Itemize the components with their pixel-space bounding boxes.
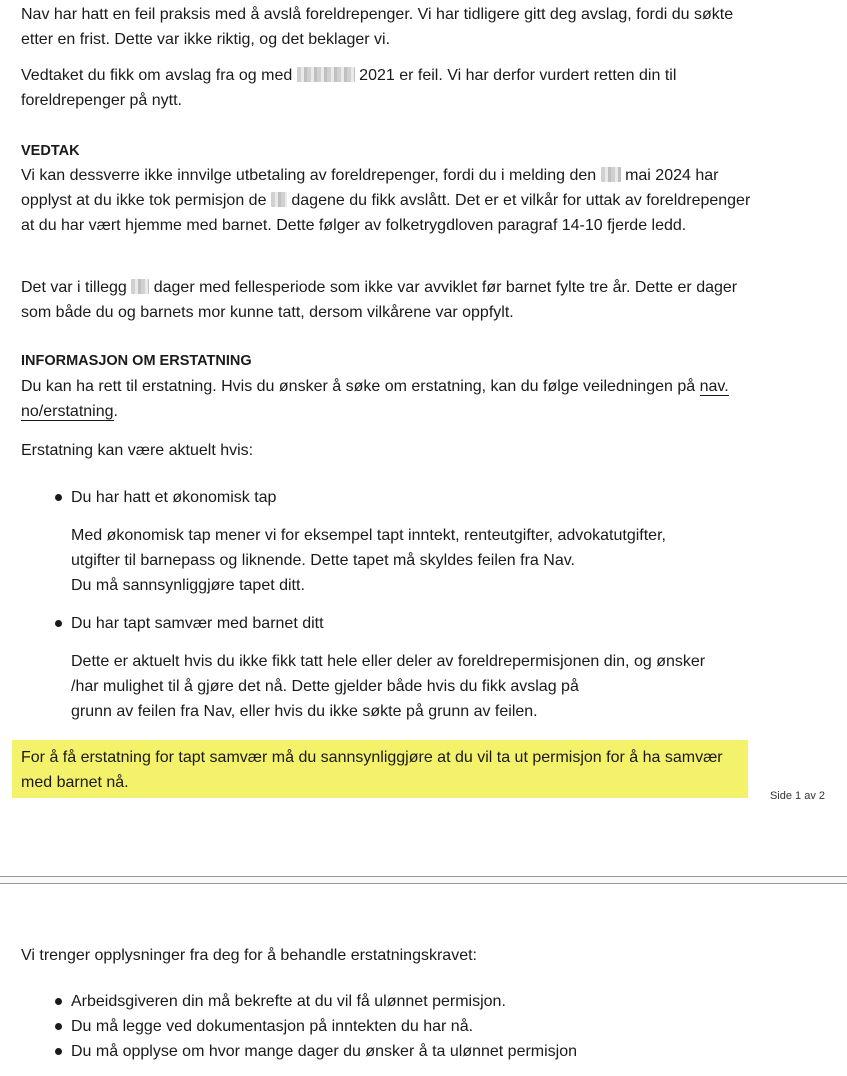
highlighted-note-text: For å få erstatning for tapt samvær må du sannsynliggjøre at du vil ta ut permisjon for å ha samvær med barnet nå. — [21, 749, 723, 791]
erstatning-paragraph: Du kan ha rett til erstatning. Hvis du ønsker å søke om erstatning, kan du følge veiledningen på nav. no/erstatning. — [21, 378, 729, 420]
page-number: Side 1 av 2 — [769, 790, 825, 802]
redacted-count — [271, 192, 287, 207]
list-item: Du må opplyse om hvor mange dager du ønsker å ta ulønnet permisjon — [55, 1039, 815, 1064]
redacted-day — [601, 167, 621, 182]
vedtak-heading: VEDTAK — [21, 143, 80, 159]
bullet-okonomisk-tap: Du har hatt et økonomisk tap — [55, 485, 815, 510]
redacted-days — [131, 279, 149, 294]
intro-paragraph-2: Vedtaket du fikk om avslag fra og med 2021 er feil. Vi har derfor vurdert retten din til foreldrepenger på nytt. — [21, 67, 677, 109]
bullet-tapt-samvaer: Du har tapt samvær med barnet ditt — [55, 611, 815, 636]
erstatning-aktuelt-text: Erstatning kan være aktuelt hvis: — [21, 442, 254, 459]
highlighted-note — [12, 740, 748, 798]
redacted-date — [297, 67, 355, 82]
page-separator — [0, 876, 847, 884]
document-page-2 — [0, 886, 847, 1076]
page2-intro: Vi trenger opplysninger fra deg for å behandle erstatningskravet: — [21, 947, 477, 964]
vedtak-paragraph-2: Det var i tillegg dager med fellesperiode som ikke var avviklet før barnet fylte tre år. Dette er dager som både du og barnets mor kunne tatt, dersom vilkårene var oppfylt. — [21, 279, 738, 321]
list-item: Arbeidsgiveren din må bekrefte at du vil få ulønnet permisjon. — [55, 989, 815, 1014]
intro-paragraph-1: Nav har hatt en feil praksis med å avslå foreldrepenger. Vi har tidligere gitt deg avslag, fordi du søkte etter en frist. Dette var ikke riktig, og det beklager vi. — [21, 6, 734, 48]
bullet-tapt-samvaer-detail: Dette er aktuelt hvis du ikke fikk tatt hele eller deler av foreldrepermisjonen din, og ønsker /har mulighet til å gjøre det nå. Dette gjelder både hvis du fikk avslag på grunn av feilen fra Nav, eller hvis du ikke søkte på grunn av feilen. — [71, 653, 706, 720]
bullet-okonomisk-tap-detail: Med økonomisk tap mener vi for eksempel tapt inntekt, renteutgifter, advokatutgifter, utgifter til barnepass og liknende. Dette tapet må skyldes feilen fra Nav. Du må sannsynliggjøre tapet ditt. — [71, 527, 666, 594]
erstatning-heading: INFORMASJON OM ERSTATNING — [21, 353, 252, 369]
nav-erstatning-link[interactable]: nav. no/erstatning — [21, 378, 729, 420]
vedtak-paragraph-1: Vi kan dessverre ikke innvilge utbetaling av foreldrepenger, fordi du i melding den mai 2024 har opplyst at du ikke tok permisjon de dagene du fikk avslått. Det er et vilkår for uttak av foreldrepenger at du har vært hjemme med barnet. Dette følger av folketrygdloven paragraf 14-10 fjerde ledd. — [21, 167, 751, 234]
list-item: Du må legge ved dokumentasjon på inntekten du har nå. — [55, 1014, 815, 1039]
